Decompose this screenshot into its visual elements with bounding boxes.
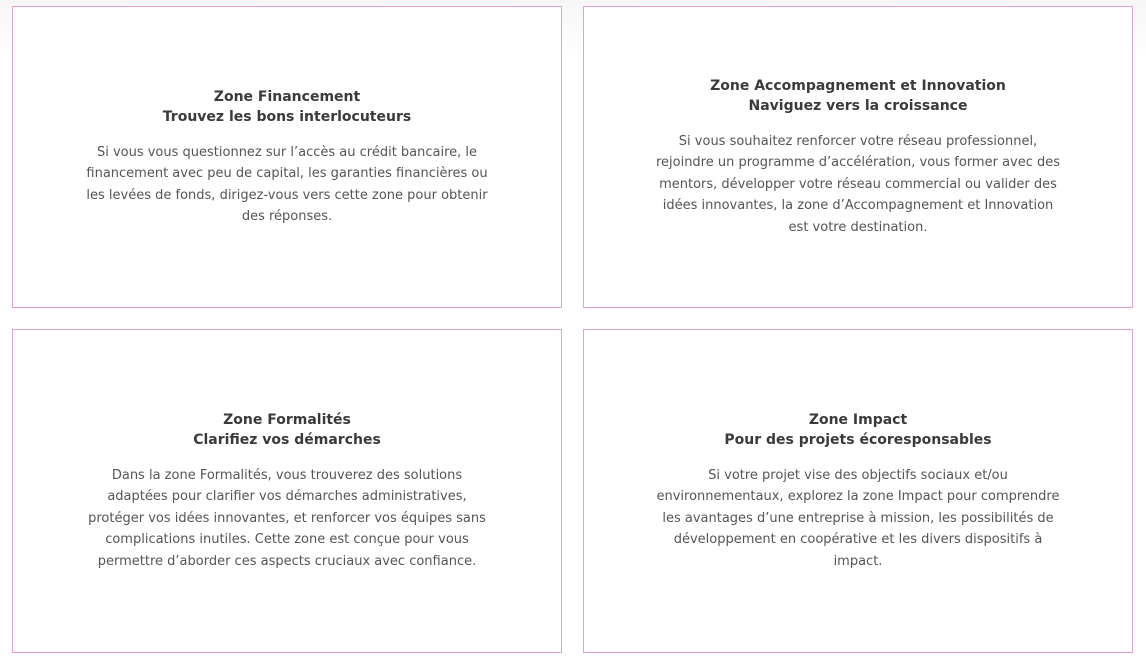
zone-card-accompagnement-innovation bbox=[583, 6, 1133, 308]
card-description: Si vous souhaitez renforcer votre réseau professionnel, rejoindre un programme d’accélération, vous former avec des mentors, développer votre réseau commercial ou valider des idées innovantes, la zone d’Accompagnement et Innovation est votre destination. bbox=[655, 133, 1061, 235]
card-title: Zone Impact bbox=[808, 411, 908, 428]
card-title: Zone Financement bbox=[213, 88, 361, 105]
card-description: Si votre projet vise des objectifs sociaux et/ou environnementaux, explorez la zone Impact pour comprendre les avantages d’une entreprise à mission, les possibilités de développement en coopérative et les divers dispositifs à impact. bbox=[656, 467, 1060, 569]
card-title: Zone Formalités bbox=[223, 411, 351, 428]
card-subtitle: Naviguez vers la croissance bbox=[748, 97, 968, 114]
card-description: Dans la zone Formalités, vous trouverez des solutions adaptées pour clarifier vos démarches administratives, protéger vos idées innovantes, et renforcer vos équipes sans complications inutiles. Cette zone est conçue pour vous permettre d’aborder ces aspects cruciaux avec confiance. bbox=[88, 467, 486, 569]
card-subtitle: Clarifiez vos démarches bbox=[193, 431, 381, 448]
zone-card-formalites bbox=[12, 329, 562, 653]
zone-card-impact bbox=[583, 329, 1133, 653]
card-subtitle: Trouvez les bons interlocuteurs bbox=[162, 108, 412, 125]
zones-grid bbox=[12, 6, 1133, 653]
card-subtitle: Pour des projets écoresponsables bbox=[724, 431, 992, 448]
zone-card-financement bbox=[12, 6, 562, 308]
card-title: Zone Accompagnement et Innovation bbox=[710, 77, 1006, 94]
card-description: Si vous vous questionnez sur l’accès au crédit bancaire, le financement avec peu de capital, les garanties financières ou les levées de fonds, dirigez-vous vers cette zone pour obtenir des réponses. bbox=[86, 144, 488, 224]
